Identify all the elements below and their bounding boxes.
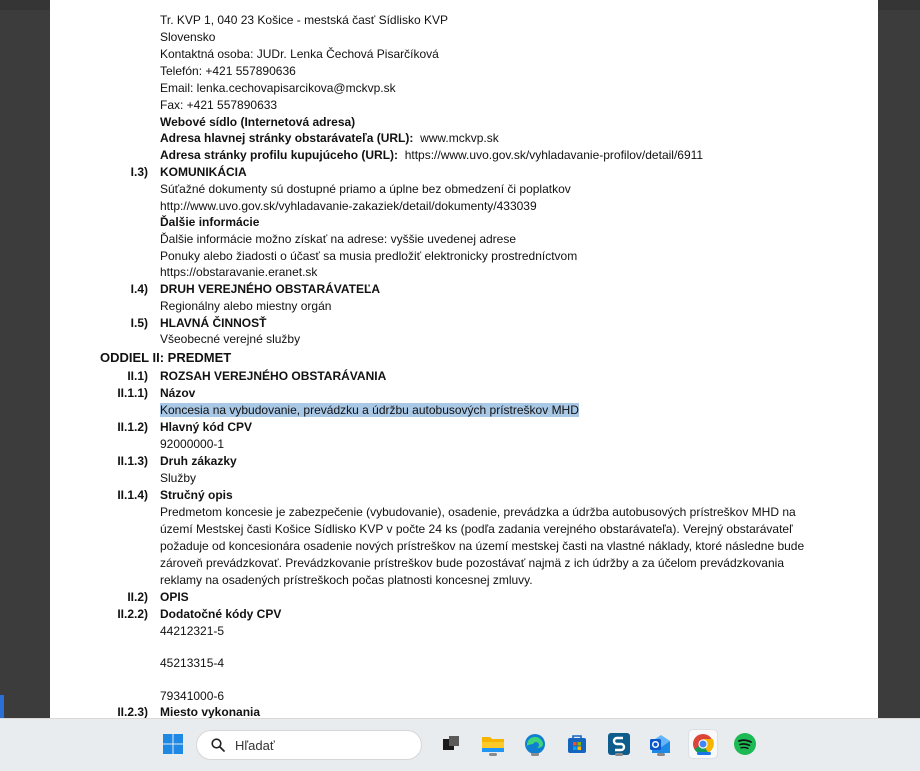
section-number-ii11: II.1.1) <box>117 386 148 400</box>
documents-link[interactable]: http://www.uvo.gov.sk/vyhladavanie-zakaziek/detail/dokumenty/433039 <box>160 199 537 213</box>
section-title-miesto: Miesto vykonania <box>160 705 261 718</box>
outlook-button[interactable] <box>646 729 676 759</box>
taskbar <box>0 718 920 771</box>
section-title-nazov: Názov <box>160 386 196 400</box>
running-indicator <box>657 753 665 756</box>
contact-person: Kontaktná osoba: JUDr. Lenka Čechová Pisarčíková <box>160 47 439 61</box>
communication-line: Súťažné dokumenty sú dostupné priamo a úplne bez obmedzení či poplatkov <box>160 182 571 196</box>
section-title-komunikacia: KOMUNIKÁCIA <box>160 165 247 179</box>
section-title-cinnost: HLAVNÁ ČINNOSŤ <box>160 316 267 330</box>
description-line: reklamy na osadených prístreškoch počas platnosti koncesnej zmluvy. <box>160 573 533 587</box>
start-button[interactable] <box>158 729 188 759</box>
description-line: zároveň prevádzkovať. Prevádzkovanie prístreškov bude pozostávať najmä z ich údržby a za účelom prevádzkovania <box>160 556 784 570</box>
left-edge-indicator <box>0 695 4 719</box>
further-info-heading: Ďalšie informácie <box>160 215 260 229</box>
section-number-ii13: II.1.3) <box>117 454 148 468</box>
search-placeholder: Hľadať <box>235 737 275 753</box>
file-explorer-button[interactable] <box>478 729 508 759</box>
description-line: území Mestskej časti Košice Sídlisko KVP v počte 24 ks (podľa zadania verejného obstarávateľa). Verejný obstarávateľ <box>160 522 793 536</box>
section-title-opis-ii2: OPIS <box>160 590 189 604</box>
start-icon <box>162 733 184 755</box>
section-number-ii14: II.1.4) <box>117 488 148 502</box>
chrome-button[interactable] <box>688 729 718 759</box>
section-number-ii1: II.1) <box>127 369 148 383</box>
outlook-icon <box>649 733 673 755</box>
main-url-link[interactable]: www.mckvp.sk <box>420 131 499 145</box>
section-number-i5: I.5) <box>130 316 148 330</box>
file-explorer-icon <box>481 734 505 754</box>
main-activity: Všeobecné verejné služby <box>160 332 301 346</box>
phone: Telefón: +421 557890636 <box>160 64 296 78</box>
running-indicator <box>615 753 623 756</box>
search-icon <box>211 738 225 752</box>
section-number-ii2: II.2) <box>127 590 148 604</box>
main-url-row <box>160 130 499 146</box>
contract-type: Služby <box>160 471 197 485</box>
description-line: Predmetom koncesie je zabezpečenie (vybudovanie), osadenie, prevádzka a údržba autobusových prístreškov MHD na <box>160 505 796 519</box>
selected-text-highlight[interactable]: Koncesia na vybudovanie, prevádzku a údržbu autobusových prístreškov MHD <box>160 403 579 417</box>
section-number-i4: I.4) <box>130 282 148 296</box>
section-number-i3: I.3) <box>130 165 148 179</box>
section-number-ii22: II.2.2) <box>117 607 148 621</box>
section-title-druh-zakazky: Druh zákazky <box>160 454 237 468</box>
further-info-line: Ďalšie informácie možno získať na adrese: vyššie uvedenej adrese <box>160 232 517 246</box>
document-page <box>50 0 878 718</box>
microsoft-store-button[interactable] <box>562 729 592 759</box>
microsoft-store-icon <box>566 733 588 755</box>
task-view-button[interactable] <box>436 729 466 759</box>
app-s-button[interactable] <box>604 729 634 759</box>
main-url-label: Adresa hlavnej stránky obstarávateľa (URL): <box>160 131 414 145</box>
section-number-ii23: II.2.3) <box>117 705 148 718</box>
profile-url-row <box>160 147 703 163</box>
spotify-button[interactable] <box>730 729 760 759</box>
oddiel-ii-heading: ODDIEL II: PREDMET <box>100 350 232 365</box>
eranet-link[interactable]: https://obstaravanie.eranet.sk <box>160 265 318 279</box>
section-number-ii12: II.1.2) <box>117 420 148 434</box>
country: Slovensko <box>160 30 216 44</box>
section-title-rozsah: ROZSAH VEREJNÉHO OBSTARÁVANIA <box>160 369 387 383</box>
email: Email: lenka.cechovapisarcikova@mckvp.sk <box>160 81 396 95</box>
main-cpv-code: 92000000-1 <box>160 437 225 451</box>
web-heading: Webové sídlo (Internetová adresa) <box>160 115 356 129</box>
section-title-cpv: Hlavný kód CPV <box>160 420 253 434</box>
running-indicator <box>489 753 497 756</box>
section-title-additional-cpv: Dodatočné kódy CPV <box>160 607 282 621</box>
authority-type: Regionálny alebo miestny orgán <box>160 299 332 313</box>
cpv-code: 45213315-4 <box>160 656 225 670</box>
address-line: Tr. KVP 1, 040 23 Košice - mestská časť Sídlisko KVP <box>160 13 448 27</box>
profile-url-link[interactable]: https://www.uvo.gov.sk/vyhladavanie-profilov/detail/6911 <box>404 148 704 162</box>
contract-name <box>160 402 579 418</box>
fax: Fax: +421 557890633 <box>160 98 278 112</box>
profile-url-label: Adresa stránky profilu kupujúceho (URL): <box>160 148 399 162</box>
running-indicator <box>531 753 539 756</box>
spotify-icon <box>733 732 757 756</box>
active-indicator <box>697 752 711 755</box>
description-line: požaduje od koncesionára osadenie nových prístreškov na území mestskej časti na vlastné náklady, ktoré následne bude <box>160 539 805 553</box>
edge-button[interactable] <box>520 729 550 759</box>
section-title-opis: Stručný opis <box>160 488 233 502</box>
taskbar-search-box[interactable] <box>196 730 422 760</box>
cpv-code: 79341000-6 <box>160 689 225 703</box>
submission-line: Ponuky alebo žiadosti o účasť sa musia predložiť elektronicky prostredníctvom <box>160 249 578 263</box>
section-title-druh: DRUH VEREJNÉHO OBSTARÁVATEĽA <box>160 282 381 296</box>
task-view-icon <box>441 734 461 754</box>
cpv-code: 44212321-5 <box>160 624 225 638</box>
